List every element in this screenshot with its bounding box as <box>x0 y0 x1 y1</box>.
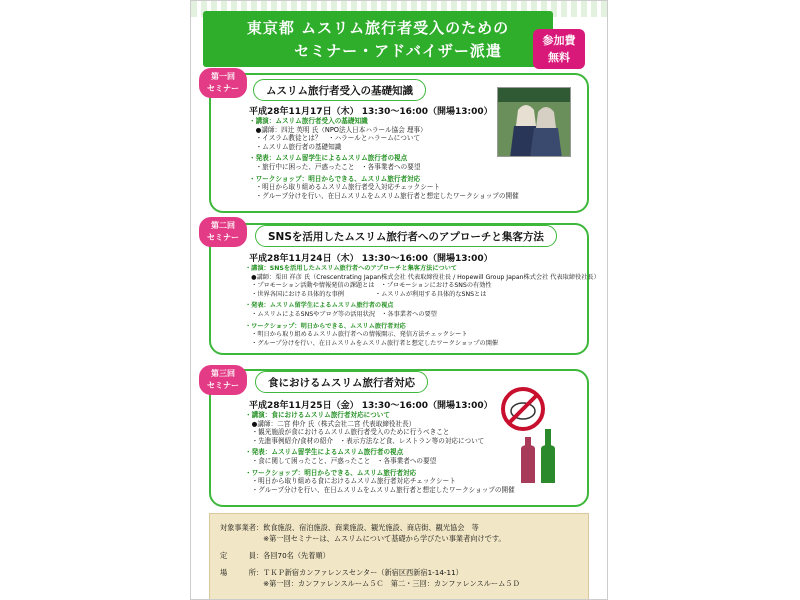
detail-line: ・グループ分けを行い、在日ムスリムをムスリム旅行者と想定したワークショップの開催 <box>245 339 499 347</box>
detail-line: ・明日から取り組めるムスリム旅行者への情報開示、発信方法チェックシート <box>245 331 468 339</box>
free-badge-line-1: 参加費 <box>542 34 576 47</box>
detail-line: ・講演：SNSを活用したムスリム旅行者へのアプローチと集客方法について <box>245 265 457 272</box>
detail-line: ●講師：四辻 英明 氏（NPO法人日本ハラール協会 理事） <box>249 125 427 134</box>
seminar-photo <box>497 87 571 157</box>
detail-line: ・発表：ムスリム留学生によるムスリム旅行者の視点 <box>249 154 408 163</box>
badge-number: 第一回 <box>211 72 235 81</box>
detail-line: ・先進事例紹介/食材の紹介 ・表示方法など食、レストラン等の対応について <box>245 436 485 445</box>
header-line-2: セミナー・アドバイザー派遣 <box>294 42 502 60</box>
detail-line: ・ムスリム旅行者の基礎知識 <box>249 142 342 151</box>
detail-line: ・ワークショップ：明日からできる、ムスリム旅行者対応 <box>245 468 417 477</box>
seminar-date-3: 平成28年11月25日（金） 13:30～16:00（開場13:00） <box>249 401 493 411</box>
seminar-date-2: 平成28年11月24日（木） 13:30～16:00（開場13:00） <box>249 254 493 264</box>
detail-line: ・明日から取り組める食におけるムスリム旅行者対応チェックシート <box>245 477 456 486</box>
seminar-badge-1 <box>199 68 247 98</box>
seminar-details-1 <box>249 117 519 200</box>
detail-line: ・グループ分けを行い、在日ムスリムをムスリム旅行者と想定したワークショップの開催 <box>245 485 515 494</box>
event-info-box <box>209 513 589 600</box>
badge-label: セミナー <box>207 233 239 242</box>
two-women-photo-icon <box>498 88 571 157</box>
detail-line: ●講師：栗田 祥彦 氏（Crescentrating Japan株式会社 代表取締役社長 / Hopewill Group Japan株式会社 代表取締役社長） <box>245 273 600 281</box>
detail-line: ・明日から取り組めるムスリム旅行者受入対応チェックシート <box>249 183 441 192</box>
capacity: 定 員：各回70名（先着順） <box>220 551 330 560</box>
seminar-title-3: 食におけるムスリム旅行者対応 <box>255 371 428 393</box>
header-line-1: 東京都 ムスリム旅行者受入のための <box>246 19 510 37</box>
detail-line: ・講演：食におけるムスリム旅行者対応について <box>245 411 390 419</box>
flyer-page <box>190 0 608 600</box>
detail-line: ・プロモーション活動や情報発信の課題とは ・プロモーションにおけるSNSの有効性 <box>245 282 492 290</box>
detail-line: ・ムスリムによるSNSやブログ等の活用状況 ・各事業者への要望 <box>245 310 437 318</box>
detail-line: ・食に関して困ったこと、戸惑ったこと ・各事業者への要望 <box>245 456 437 465</box>
detail-line: ・講演：ムスリム旅行者受入の基礎知識 <box>249 117 368 125</box>
target-audience: 対象事業者：飲食施設、宿泊施設、商業施設、観光施設、商店街、観光協会 等 <box>220 523 479 532</box>
seminar-badge-2 <box>199 217 247 247</box>
venue-note: ※第一回：カンファレンスルーム５Ｃ 第二・三回：カンファレンスルーム５Ｄ <box>220 579 520 588</box>
seminar-details-3 <box>245 411 515 494</box>
seminar-title-2: SNSを活用したムスリム旅行者へのアプローチと集客方法 <box>255 225 557 247</box>
detail-line: ・イスラム教徒とは？ ・ハラールとハラームについて <box>249 134 421 143</box>
detail-line: ・発表：ムスリム留学生によるムスリム旅行者の視点 <box>245 302 394 310</box>
badge-number: 第二回 <box>211 221 235 230</box>
seminar-title-1: ムスリム旅行者受入の基礎知識 <box>253 79 426 101</box>
no-pork-and-alcohol-icon <box>499 385 569 485</box>
detail-line: ・ワークショップ：明日からできる、ムスリム旅行者対応 <box>249 174 421 183</box>
badge-number: 第三回 <box>211 369 235 378</box>
free-badge <box>533 29 585 69</box>
target-note: ※第一回セミナーは、ムスリムについて基礎から学びたい事業者向けです。 <box>220 534 506 543</box>
badge-label: セミナー <box>207 84 239 93</box>
detail-line: ●講師：二宮 伸介 氏（株式会社二宮 代表取締役社長） <box>245 419 416 428</box>
detail-line: ・観光施設が食におけるムスリム旅行者受入のために行うべきこと <box>245 428 450 437</box>
event-info-lines <box>220 522 520 589</box>
seminar-date-1: 平成28年11月17日（木） 13:30～16:00（開場13:00） <box>249 107 493 117</box>
detail-line: ・発表：ムスリム留学生によるムスリム旅行者の視点 <box>245 448 404 457</box>
venue: 場 所：ＴＫＰ新宿カンファレンスセンター（新宿区西新宿1-14-11） <box>220 568 463 577</box>
flyer-header <box>203 11 553 67</box>
detail-line: ・ワークショップ：明日からできる、ムスリム旅行者対応 <box>245 322 406 330</box>
seminar-details-2 <box>245 265 600 348</box>
detail-line: ・旅行中に困った、戸惑ったこと ・各事業者への要望 <box>249 162 421 171</box>
detail-line: ・世界各国における具体的な事例 ・ムスリムが利用する具体的なSNSとは <box>245 290 487 298</box>
detail-line: ・グループ分けを行い、在日ムスリムをムスリム旅行者と想定したワークショップの開催 <box>249 191 519 200</box>
free-badge-line-2: 無料 <box>548 51 570 64</box>
seminar-badge-3 <box>199 365 247 395</box>
badge-label: セミナー <box>207 381 239 390</box>
